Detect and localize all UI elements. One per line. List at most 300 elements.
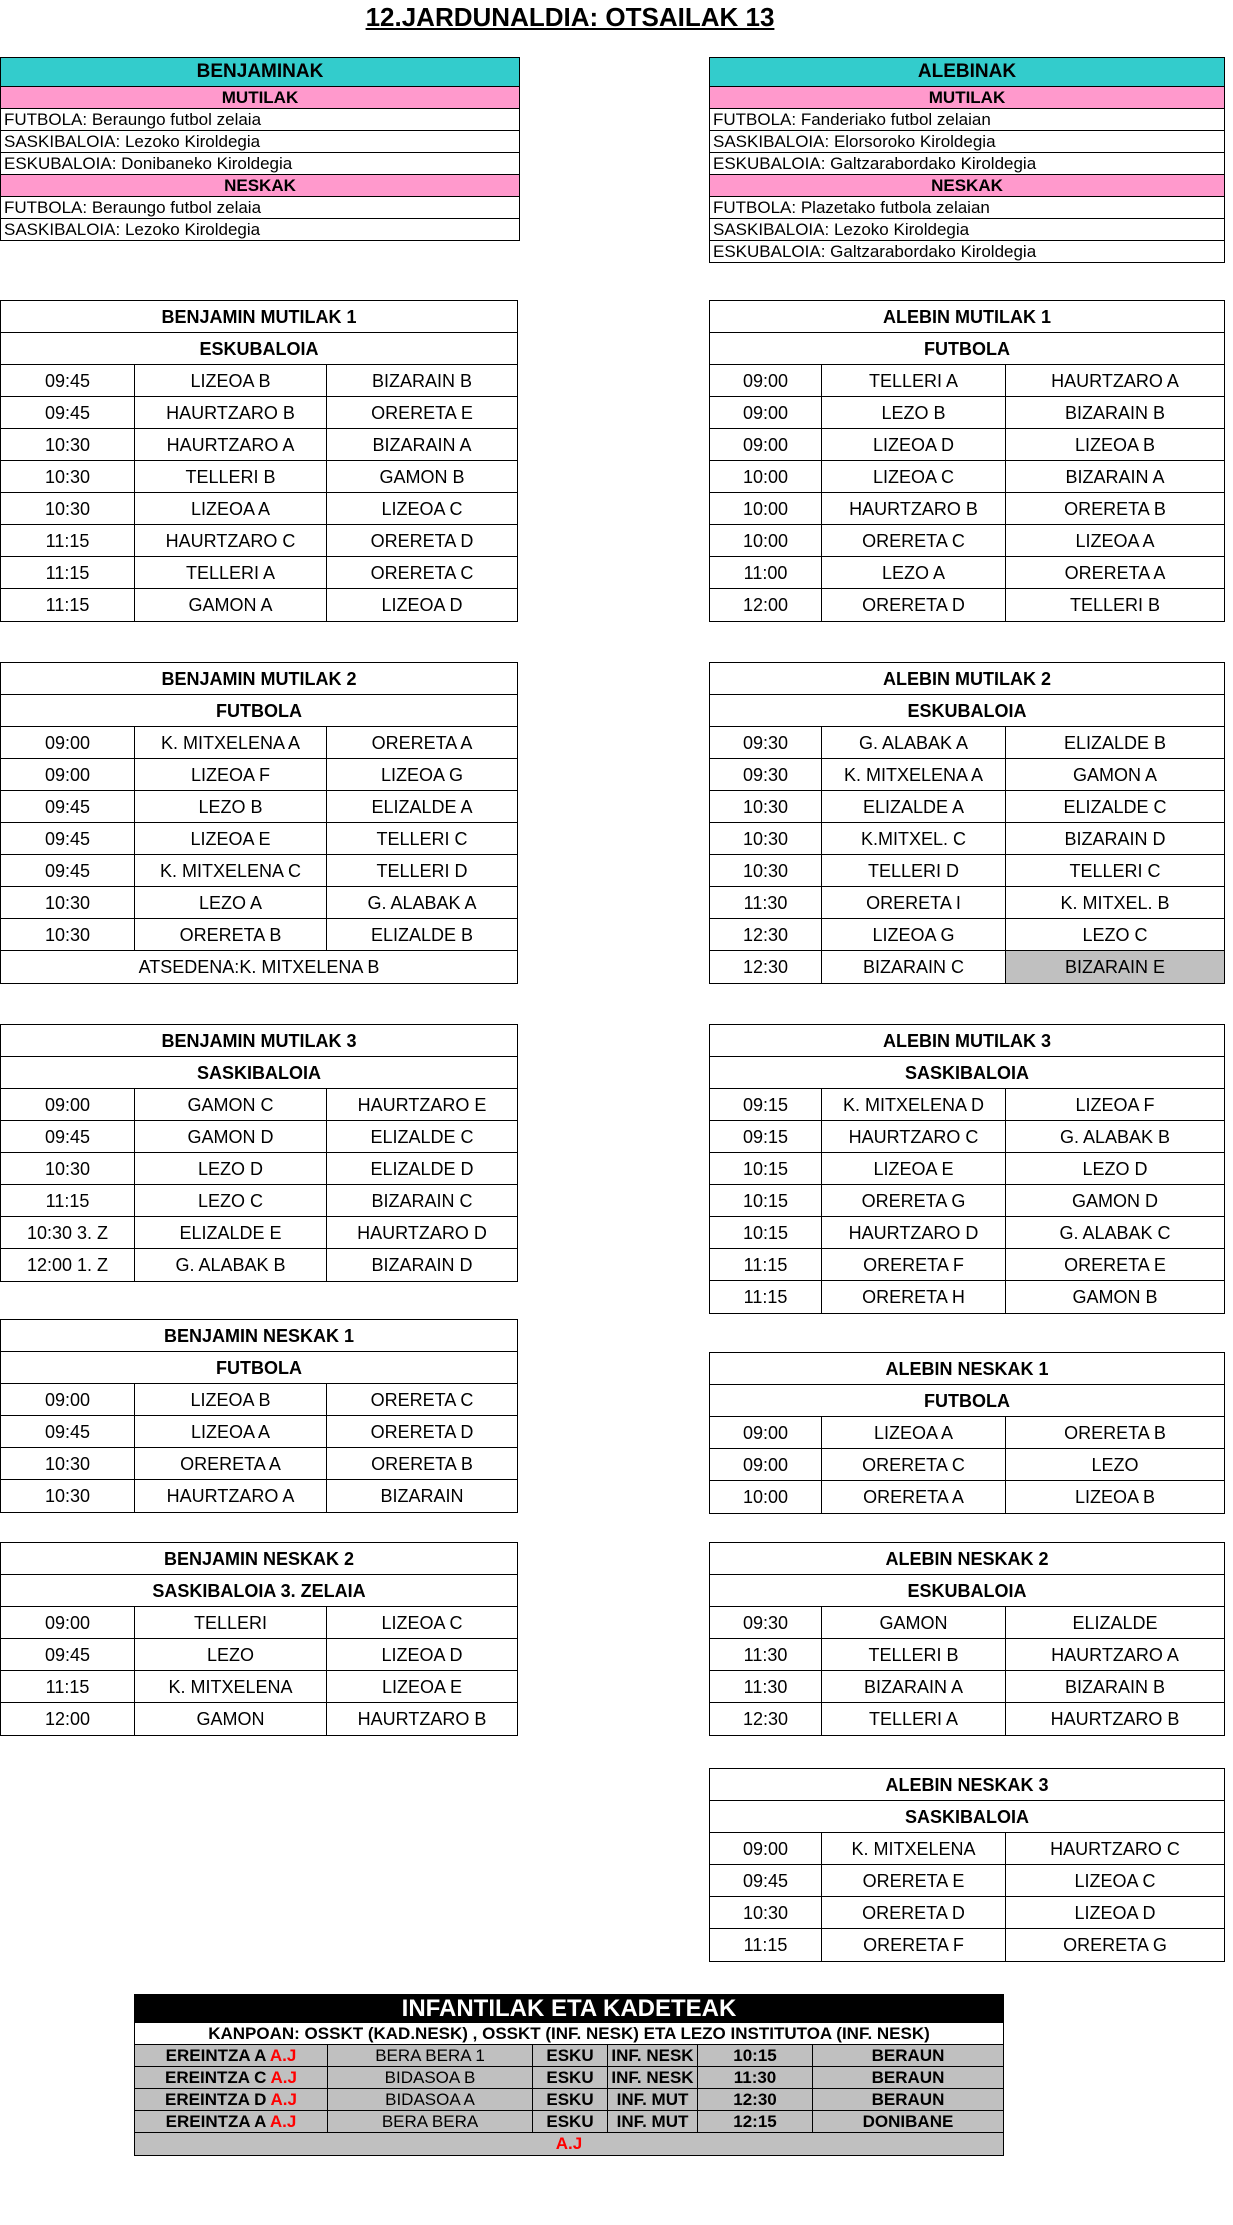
category-cell: INF. NESK [608, 2067, 698, 2088]
table-row [1, 557, 517, 589]
table-row [1, 887, 517, 919]
home-team-cell: K. MITXELENA C [135, 855, 327, 886]
away-team-cell: TELLERI B [1069, 595, 1161, 615]
time-cell: 12:00 [1, 1703, 135, 1735]
away-team-cell: BIZARAIN D [1064, 829, 1166, 849]
schedule-table [0, 1024, 518, 1282]
table-sport: ESKUBALOIA [1, 333, 517, 365]
time-cell: 09:45 [1, 1121, 135, 1152]
away-team-cell: HAURTZARO A [1051, 371, 1179, 391]
away-team-cell: ELIZALDE C [370, 1127, 474, 1147]
time-cell: 09:30 [710, 1607, 822, 1638]
table-row [1, 1153, 517, 1185]
sport-cell: ESKU [533, 2067, 608, 2088]
away-team-cell: GAMON B [379, 467, 465, 487]
table-row [1, 1671, 517, 1703]
time-cell: 09:30 [710, 727, 822, 758]
away-team-cell: LIZEOA D [1074, 1903, 1156, 1923]
table-row [710, 919, 1224, 951]
home-team-cell: TELLERI A [822, 365, 1006, 396]
time-cell: 09:00 [710, 1449, 822, 1480]
time-cell: 09:00 [1, 727, 135, 758]
away-team-cell: ELIZALDE B [370, 925, 474, 945]
time-cell: 10:15 [710, 1217, 822, 1248]
home-team-cell: G. ALABAK B [135, 1249, 327, 1281]
rest-note: ATSEDENA:K. MITXELENA B [138, 957, 380, 977]
time-cell: 12:30 [710, 1703, 822, 1735]
home-team-cell: GAMON A [135, 589, 327, 621]
home-team-cell: LEZO A [822, 557, 1006, 588]
away-team-cell: ELIZALDE A [371, 797, 473, 817]
home-team-cell: GAMON [135, 1703, 327, 1735]
time-cell: 09:45 [1, 855, 135, 886]
home-team-cell: TELLERI B [135, 461, 327, 492]
home-team-cell: ORERETA B [135, 919, 327, 950]
home-team-cell: LIZEOA B [135, 1384, 327, 1415]
time-cell: 12:00 1. Z [1, 1249, 135, 1281]
team-cell [135, 2067, 328, 2088]
infantil-row [135, 2089, 1003, 2111]
away-team-cell: GAMON A [1072, 765, 1157, 785]
home-team-cell: K.MITXEL. C [822, 823, 1006, 854]
home-team-cell: K. MITXELENA D [822, 1089, 1006, 1120]
place-cell: BERAUN [871, 2090, 945, 2109]
table-title: BENJAMIN MUTILAK 1 [1, 301, 517, 333]
category-cell: INF. MUT [608, 2089, 698, 2110]
away-team-cell: BIZARAIN A [1065, 467, 1165, 487]
home-team-cell: ORERETA G [822, 1185, 1006, 1216]
away-team-cell: G. ALABAK C [1059, 1223, 1171, 1243]
table-row [710, 887, 1224, 919]
home-team-cell: LIZEOA A [135, 493, 327, 524]
home-team-cell: LIZEOA A [822, 1417, 1006, 1448]
away-team-cell: ORERETA B [371, 1454, 473, 1474]
team-cell [135, 2045, 328, 2066]
time-cell: 10:00 [710, 525, 822, 556]
home-team-cell: ORERETA H [822, 1281, 1006, 1313]
info-row: SASKIBALOIA: Lezoko Kiroldegia [4, 220, 261, 239]
home-team-cell: ORERETA A [822, 1481, 1006, 1513]
table-title: BENJAMIN NESKAK 2 [1, 1543, 517, 1575]
table-row [710, 1607, 1224, 1639]
alebinak-title: ALEBINAK [710, 58, 1224, 87]
schedule-table [709, 300, 1225, 622]
table-sport: ESKUBALOIA [710, 695, 1224, 727]
away-team-cell: ORERETA B [1064, 499, 1166, 519]
table-title: ALEBIN NESKAK 3 [710, 1769, 1224, 1801]
table-title: ALEBIN NESKAK 1 [710, 1353, 1224, 1385]
home-team-cell: LIZEOA A [135, 1416, 327, 1447]
time-cell: 09:45 [1, 791, 135, 822]
home-team-cell: K. MITXELENA A [822, 759, 1006, 790]
away-team-cell: GAMON D [1071, 1191, 1158, 1211]
away-team-cell: HAURTZARO E [357, 1095, 487, 1115]
away-team-cell: BIZARAIN [380, 1486, 464, 1506]
table-sport: SASKIBALOIA [710, 1057, 1224, 1089]
away-team-cell: BIZARAIN A [372, 435, 472, 455]
home-team-cell: LIZEOA F [135, 759, 327, 790]
table-row [1, 397, 517, 429]
away-team-cell: LIZEOA F [1075, 1095, 1155, 1115]
home-team-cell: LEZO C [135, 1185, 327, 1216]
away-team-cell: LIZEOA E [381, 1677, 463, 1697]
home-team-cell: LIZEOA G [822, 919, 1006, 950]
home-team-cell: LIZEOA D [822, 429, 1006, 460]
time-cell: 10:30 [1, 887, 135, 918]
time-cell: 11:30 [710, 1671, 822, 1702]
away-team-cell: LEZO [1091, 1455, 1139, 1475]
table-sport: SASKIBALOIA [1, 1057, 517, 1089]
home-team-cell: TELLERI [135, 1607, 327, 1638]
aj-mark: A.J [269, 2046, 297, 2065]
infantil-subtitle: KANPOAN: OSSKT (KAD.NESK) , OSSKT (INF. NESK) ETA LEZO INSTITUTOA (INF. NESK) [135, 2023, 1003, 2045]
time-cell: 09:00 [1, 1607, 135, 1638]
info-row: SASKIBALOIA: Lezoko Kiroldegia [1, 131, 519, 153]
schedule-table [0, 662, 518, 984]
time-cell: 10:30 [710, 823, 822, 854]
time-cell: 11:15 [1, 589, 135, 621]
category-cell: INF. MUT [608, 2111, 698, 2132]
home-team-cell: ORERETA E [822, 1865, 1006, 1896]
info-row: FUTBOLA: Beraungo futbol zelaia [1, 109, 519, 131]
info-row: FUTBOLA: Plazetako futbola zelaian [710, 197, 1224, 219]
home-team-cell: ORERETA I [822, 887, 1006, 918]
time-cell: 10:30 [710, 791, 822, 822]
sport-cell: ESKU [533, 2045, 608, 2066]
table-row [710, 461, 1224, 493]
away-team-cell: LIZEOA A [1075, 531, 1155, 551]
table-row [1, 1607, 517, 1639]
time-cell: 11:15 [1, 1185, 135, 1216]
time-cell: 09:30 [710, 759, 822, 790]
away-team-cell: LEZO D [1082, 1159, 1148, 1179]
time-cell: 09:00 [710, 1417, 822, 1448]
home-team-cell: ORERETA F [822, 1249, 1006, 1280]
away-team-cell: TELLERI C [1069, 861, 1161, 881]
time-cell: 11:15 [710, 1929, 822, 1961]
sport-cell: ESKU [533, 2111, 608, 2132]
info-row: ESKUBALOIA: Galtzarabordako Kiroldegia [713, 242, 1037, 261]
home-team-cell: LIZEOA B [135, 365, 327, 396]
table-row [710, 557, 1224, 589]
time-cell: 11:30 [698, 2067, 813, 2088]
table-row [1, 1480, 517, 1512]
schedule-table [0, 1542, 518, 1736]
table-row [1, 759, 517, 791]
table-sport: ESKUBALOIA [710, 1575, 1224, 1607]
table-row [1, 951, 517, 983]
table-row [710, 759, 1224, 791]
time-cell: 09:00 [1, 759, 135, 790]
time-cell: 09:45 [1, 397, 135, 428]
home-team-cell: ORERETA D [822, 1897, 1006, 1928]
table-row [710, 727, 1224, 759]
home-team-cell: HAURTZARO B [135, 397, 327, 428]
away-team-cell: LIZEOA D [381, 595, 463, 615]
away-team-cell: LIZEOA B [1074, 1487, 1156, 1507]
home-team-cell: HAURTZARO D [822, 1217, 1006, 1248]
table-row [710, 525, 1224, 557]
table-row [1, 1121, 517, 1153]
home-team-cell: LEZO D [135, 1153, 327, 1184]
away-team-cell: LIZEOA B [1074, 435, 1156, 455]
away-team-cell: ELIZALDE B [1063, 733, 1167, 753]
time-cell: 10:30 3. Z [1, 1217, 135, 1248]
table-row [1, 791, 517, 823]
time-cell: 09:00 [710, 429, 822, 460]
time-cell: 09:45 [1, 1416, 135, 1447]
home-team-cell: K. MITXELENA [822, 1833, 1006, 1864]
benjaminak-info [0, 57, 520, 241]
table-row [1, 493, 517, 525]
schedule-table [709, 1768, 1225, 1962]
home-team-cell: TELLERI A [135, 557, 327, 588]
table-row [1, 1416, 517, 1448]
table-row [1, 461, 517, 493]
away-team-cell: K. MITXEL. B [1060, 893, 1170, 913]
table-sport: SASKIBALOIA 3. ZELAIA [1, 1575, 517, 1607]
table-title: BENJAMIN MUTILAK 2 [1, 663, 517, 695]
table-row [710, 1449, 1224, 1481]
time-cell: 10:30 [1, 1153, 135, 1184]
aj-mark: A.J [269, 2112, 297, 2131]
table-row [710, 951, 1224, 983]
benjaminak-title: BENJAMINAK [1, 58, 519, 87]
team-name: EREINTZA A [165, 2046, 266, 2065]
table-row [1, 727, 517, 759]
time-cell: 10:30 [1, 1480, 135, 1512]
table-row [710, 1249, 1224, 1281]
time-cell: 09:45 [1, 365, 135, 396]
table-sport: FUTBOLA [710, 1385, 1224, 1417]
away-team-cell: BIZARAIN E [1006, 951, 1224, 983]
home-team-cell: HAURTZARO B [822, 493, 1006, 524]
away-team-cell: HAURTZARO C [1050, 1839, 1180, 1859]
table-row [710, 855, 1224, 887]
table-row [710, 589, 1224, 621]
rival-cell: BIDASOA B [328, 2067, 533, 2088]
home-team-cell: GAMON C [135, 1089, 327, 1120]
team-cell [135, 2089, 328, 2110]
aj-mark: A.J [270, 2068, 297, 2087]
time-cell: 11:15 [710, 1281, 822, 1313]
time-cell: 12:15 [698, 2111, 813, 2132]
alebinak-neskak-label: NESKAK [710, 175, 1224, 197]
table-row [710, 1865, 1224, 1897]
rival-cell: BERA BERA 1 [328, 2045, 533, 2066]
time-cell: 10:15 [710, 1185, 822, 1216]
home-team-cell: LEZO [135, 1639, 327, 1670]
place-cell: DONIBANE [862, 2112, 954, 2131]
place-cell: BERAUN [871, 2046, 945, 2065]
away-team-cell: BIZARAIN C [371, 1191, 473, 1211]
away-team-cell: G. ALABAK B [1059, 1127, 1171, 1147]
time-cell: 10:30 [710, 855, 822, 886]
home-team-cell: ELIZALDE A [822, 791, 1006, 822]
table-row [710, 1153, 1224, 1185]
table-title: BENJAMIN NESKAK 1 [1, 1320, 517, 1352]
info-row: FUTBOLA: Fanderiako futbol zelaian [710, 109, 1224, 131]
time-cell: 10:30 [1, 493, 135, 524]
time-cell: 11:15 [1, 1671, 135, 1702]
infantil-kadete-table [134, 1994, 1004, 2156]
away-team-cell: BIZARAIN B [371, 371, 473, 391]
time-cell: 10:30 [710, 1897, 822, 1928]
table-sport: FUTBOLA [1, 695, 517, 727]
table-row [1, 525, 517, 557]
table-row [1, 1639, 517, 1671]
home-team-cell: ORERETA C [822, 1449, 1006, 1480]
time-cell: 10:30 [1, 1448, 135, 1479]
away-team-cell: ORERETA C [370, 563, 474, 583]
infantil-row [135, 2045, 1003, 2067]
schedule-table [709, 1352, 1225, 1514]
away-team-cell: HAURTZARO B [357, 1709, 487, 1729]
away-team-cell: HAURTZARO D [357, 1223, 487, 1243]
time-cell: 09:00 [710, 365, 822, 396]
infantil-row [135, 2111, 1003, 2133]
infantil-title: INFANTILAK ETA KADETEAK [135, 1995, 1003, 2023]
table-title: ALEBIN MUTILAK 2 [710, 663, 1224, 695]
away-team-cell: LIZEOA D [381, 1645, 463, 1665]
place-cell: BERAUN [871, 2068, 945, 2087]
info-row: ESKUBALOIA: Donibaneko Kiroldegia [1, 153, 519, 175]
table-row [1, 855, 517, 887]
table-row [710, 1481, 1224, 1513]
table-row [1, 1703, 517, 1735]
time-cell: 10:00 [710, 493, 822, 524]
time-cell: 09:15 [710, 1089, 822, 1120]
sport-cell: ESKU [533, 2089, 608, 2110]
time-cell: 09:15 [710, 1121, 822, 1152]
away-team-cell: ORERETA D [370, 531, 474, 551]
home-team-cell: K. MITXELENA [135, 1671, 327, 1702]
table-row [710, 1929, 1224, 1961]
rival-cell: BERA BERA [328, 2111, 533, 2132]
away-team-cell: BIZARAIN B [1064, 403, 1166, 423]
table-row [710, 1833, 1224, 1865]
away-team-cell: HAURTZARO B [1050, 1709, 1180, 1729]
info-row: ESKUBALOIA: Galtzarabordako Kiroldegia [710, 153, 1224, 175]
table-row [1, 1448, 517, 1480]
page-title: 12.JARDUNALDIA: OTSAILAK 13 [365, 2, 775, 32]
aj-mark: A.J [270, 2090, 297, 2109]
table-title: ALEBIN NESKAK 2 [710, 1543, 1224, 1575]
away-team-cell: BIZARAIN D [371, 1255, 473, 1275]
table-row [1, 1384, 517, 1416]
away-team-cell: LIZEOA C [1074, 1871, 1156, 1891]
table-row [710, 397, 1224, 429]
table-row [710, 1417, 1224, 1449]
table-sport: FUTBOLA [710, 333, 1224, 365]
away-team-cell: ORERETA E [1064, 1255, 1166, 1275]
alebinak-mutilak-label: MUTILAK [710, 87, 1224, 109]
away-team-cell: ELIZALDE D [370, 1159, 474, 1179]
table-row [1, 365, 517, 397]
table-row [1, 1185, 517, 1217]
away-team-cell: BIZARAIN B [1064, 1677, 1166, 1697]
home-team-cell: BIZARAIN A [822, 1671, 1006, 1702]
away-team-cell: ORERETA B [1064, 1423, 1166, 1443]
time-cell: 12:30 [698, 2089, 813, 2110]
home-team-cell: ORERETA F [822, 1929, 1006, 1961]
away-team-cell: GAMON B [1072, 1287, 1158, 1307]
away-team-cell: LIZEOA C [381, 1613, 463, 1633]
table-row [710, 1639, 1224, 1671]
time-cell: 10:30 [1, 461, 135, 492]
time-cell: 10:15 [698, 2045, 813, 2066]
table-title: BENJAMIN MUTILAK 3 [1, 1025, 517, 1057]
home-team-cell: GAMON [822, 1607, 1006, 1638]
away-team-cell: ORERETA A [1064, 563, 1166, 583]
home-team-cell: LIZEOA E [822, 1153, 1006, 1184]
table-row [1, 919, 517, 951]
time-cell: 11:15 [1, 557, 135, 588]
benjaminak-neskak-label: NESKAK [1, 175, 519, 197]
table-row [1, 589, 517, 621]
time-cell: 11:30 [710, 1639, 822, 1670]
table-row [710, 1089, 1224, 1121]
alebinak-info [709, 57, 1225, 263]
team-name: EREINTZA A [165, 2112, 266, 2131]
time-cell: 09:45 [1, 1639, 135, 1670]
time-cell: 09:45 [1, 823, 135, 854]
home-team-cell: HAURTZARO C [135, 525, 327, 556]
table-row [710, 1897, 1224, 1929]
time-cell: 11:00 [710, 557, 822, 588]
schedule-table [709, 1024, 1225, 1314]
table-row [710, 429, 1224, 461]
time-cell: 10:15 [710, 1153, 822, 1184]
table-row [1, 1217, 517, 1249]
time-cell: 11:15 [710, 1249, 822, 1280]
away-team-cell: HAURTZARO A [1051, 1645, 1179, 1665]
time-cell: 11:15 [1, 525, 135, 556]
team-cell [135, 2111, 328, 2132]
table-row [710, 791, 1224, 823]
away-team-cell: ELIZALDE C [1063, 797, 1167, 817]
home-team-cell: LEZO B [822, 397, 1006, 428]
time-cell: 09:00 [710, 397, 822, 428]
home-team-cell: HAURTZARO A [135, 1480, 327, 1512]
away-team-cell: LEZO C [1082, 925, 1148, 945]
away-team-cell: ORERETA C [370, 1390, 474, 1410]
table-row [1, 429, 517, 461]
time-cell: 10:00 [710, 461, 822, 492]
info-row: FUTBOLA: Beraungo futbol zelaia [1, 197, 519, 219]
away-team-cell: TELLERI C [376, 829, 468, 849]
infantil-row [135, 2067, 1003, 2089]
schedule-table [709, 1542, 1225, 1736]
home-team-cell: ORERETA D [822, 589, 1006, 621]
away-team-cell: ORERETA G [1063, 1935, 1167, 1955]
away-team-cell: G. ALABAK A [367, 893, 477, 913]
time-cell: 09:00 [1, 1089, 135, 1120]
time-cell: 09:45 [710, 1865, 822, 1896]
schedule-table [0, 1319, 518, 1513]
away-team-cell: LIZEOA G [380, 765, 464, 785]
schedule-table [709, 662, 1225, 984]
time-cell: 12:00 [710, 589, 822, 621]
home-team-cell: ORERETA A [135, 1448, 327, 1479]
home-team-cell: ORERETA C [822, 525, 1006, 556]
home-team-cell: LIZEOA C [822, 461, 1006, 492]
home-team-cell: HAURTZARO A [135, 429, 327, 460]
schedule-table [0, 300, 518, 622]
time-cell: 09:00 [710, 1833, 822, 1864]
table-row [710, 365, 1224, 397]
away-team-cell: TELLERI D [376, 861, 468, 881]
